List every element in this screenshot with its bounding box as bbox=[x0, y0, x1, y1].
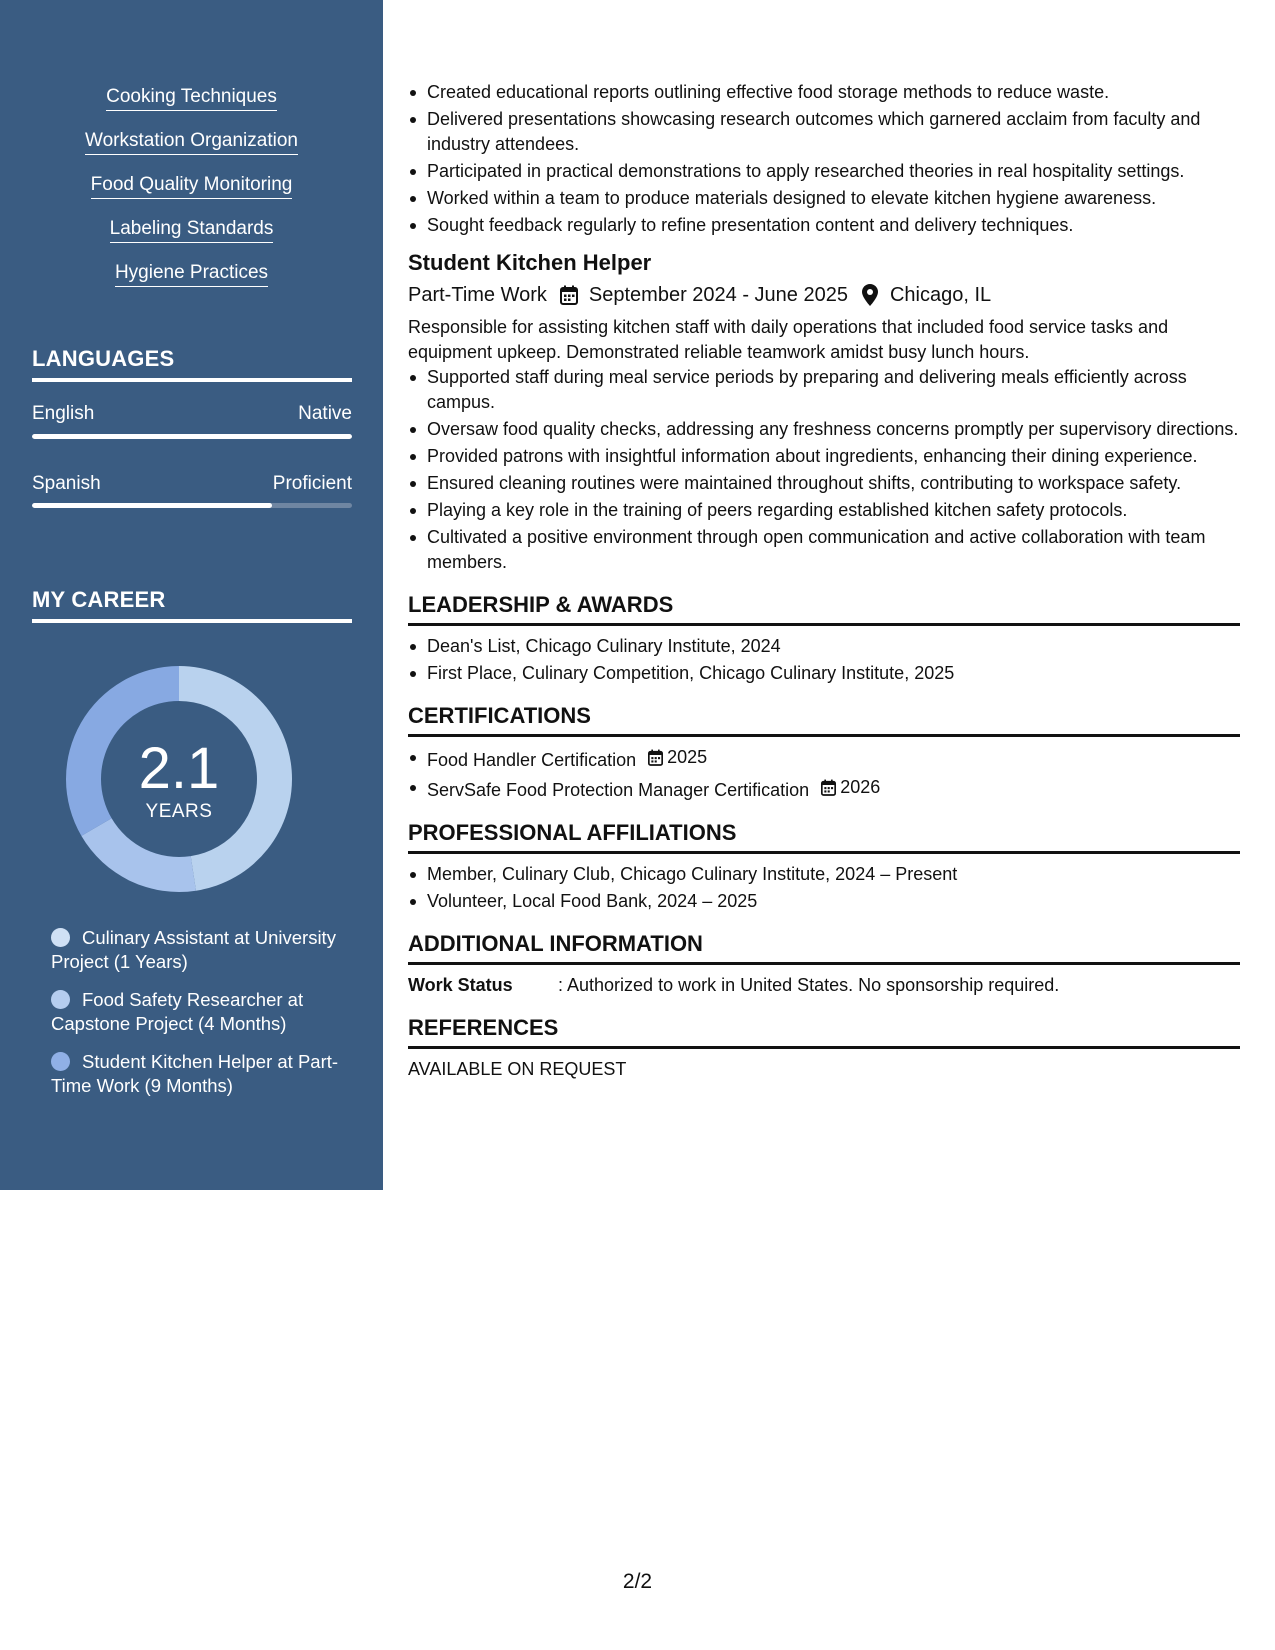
sidebar bbox=[0, 0, 383, 1190]
page-number: 2/2 bbox=[622, 1570, 653, 1593]
skill-item: Hygiene Practices bbox=[115, 262, 268, 287]
leadership-list bbox=[408, 634, 1240, 686]
career-total-value: 2.1 bbox=[138, 736, 220, 801]
job-dates: September 2024 - June 2025 bbox=[588, 284, 848, 306]
language-level: Native bbox=[298, 403, 352, 424]
bullet-item: Supported staff during meal service periods by preparing and delivering meals efficiently across campus. bbox=[408, 365, 1240, 415]
calendar-icon bbox=[821, 779, 836, 796]
bullet-item: Created educational reports outlining effective food storage methods to reduce waste. bbox=[408, 80, 1240, 105]
certification-name: ServSafe Food Protection Manager Certification bbox=[427, 780, 810, 800]
language-level: Proficient bbox=[272, 473, 352, 494]
affiliations-heading: PROFESSIONAL AFFILIATIONS bbox=[408, 819, 1240, 854]
bullet-item: Dean's List, Chicago Culinary Institute, 2024 bbox=[408, 634, 1240, 659]
language-name: English bbox=[32, 403, 95, 424]
career-dot-icon bbox=[51, 990, 70, 1009]
language-bar-spanish bbox=[32, 503, 352, 508]
certifications-heading: CERTIFICATIONS bbox=[408, 702, 1240, 737]
skills-list bbox=[0, 86, 383, 306]
certification-year-text: 2026 bbox=[840, 777, 881, 797]
skill-item: Food Quality Monitoring bbox=[91, 174, 293, 199]
career-item-text: Culinary Assistant at University Project (1 Years) bbox=[51, 927, 336, 972]
career-item bbox=[51, 1050, 351, 1098]
certifications-list bbox=[408, 745, 1240, 803]
language-bar-fill bbox=[32, 503, 272, 508]
bullet-item: Delivered presentations showcasing research outcomes which garnered acclaim from faculty and industry attendees. bbox=[408, 107, 1240, 157]
career-item bbox=[51, 926, 351, 974]
references-text: AVAILABLE ON REQUEST bbox=[408, 1059, 627, 1079]
bullet-item: Oversaw food quality checks, addressing any freshness concerns promptly per supervisory directions. bbox=[408, 417, 1240, 442]
language-name: Spanish bbox=[32, 473, 101, 494]
job-meta bbox=[408, 280, 1240, 310]
job-description: Responsible for assisting kitchen staff with daily operations that included food service tasks and equipment upkeep. Demonstrated reliable teamwork amidst busy lunch hours. bbox=[408, 317, 1169, 362]
bullet-item: Provided patrons with insightful information about ingredients, enhancing their dining experience. bbox=[408, 444, 1240, 469]
language-bar-english bbox=[32, 434, 352, 439]
bullet-item: Ensured cleaning routines were maintained throughout shifts, contributing to workspace safety. bbox=[408, 471, 1240, 496]
additional-info-heading: ADDITIONAL INFORMATION bbox=[408, 930, 1240, 965]
languages-heading: LANGUAGES bbox=[32, 346, 352, 382]
career-dot-icon bbox=[51, 1052, 70, 1071]
career-item-text: Student Kitchen Helper at Part-Time Work (9 Months) bbox=[51, 1051, 339, 1096]
location-pin-icon bbox=[860, 284, 880, 306]
work-status-value: : Authorized to work in United States. No sponsorship required. bbox=[558, 975, 1060, 995]
certification-year bbox=[821, 775, 880, 800]
work-status-row bbox=[408, 973, 1240, 998]
certification-item bbox=[408, 745, 1240, 773]
skill-item: Workstation Organization bbox=[85, 130, 298, 155]
affiliations-list bbox=[408, 862, 1240, 914]
calendar-icon bbox=[648, 749, 663, 766]
job-bullets bbox=[408, 365, 1240, 575]
certification-year bbox=[648, 745, 707, 770]
job-location: Chicago, IL bbox=[889, 284, 992, 306]
references-heading: REFERENCES bbox=[408, 1014, 1240, 1049]
work-status-label: Work Status bbox=[408, 975, 513, 995]
certification-year-text: 2025 bbox=[667, 747, 708, 767]
bullet-item: First Place, Culinary Competition, Chicago Culinary Institute, 2025 bbox=[408, 661, 1240, 686]
bullet-item: Playing a key role in the training of peers regarding established kitchen safety protocols. bbox=[408, 498, 1240, 523]
skill-item: Labeling Standards bbox=[110, 218, 274, 243]
bullet-item: Participated in practical demonstrations to apply researched theories in real hospitality settings. bbox=[408, 159, 1240, 184]
leadership-heading: LEADERSHIP & AWARDS bbox=[408, 591, 1240, 626]
certification-item bbox=[408, 775, 1240, 803]
bullet-item: Member, Culinary Club, Chicago Culinary Institute, 2024 – Present bbox=[408, 862, 1240, 887]
career-list bbox=[51, 926, 351, 1112]
career-heading: MY CAREER bbox=[32, 587, 352, 623]
bullet-item: Volunteer, Local Food Bank, 2024 – 2025 bbox=[408, 889, 1240, 914]
language-row-english bbox=[32, 403, 352, 425]
skill-item: Cooking Techniques bbox=[106, 86, 277, 111]
job-company: Part-Time Work bbox=[408, 284, 547, 306]
bullet-item: Cultivated a positive environment through open communication and active collaboration with team members. bbox=[408, 525, 1240, 575]
career-item bbox=[51, 988, 351, 1036]
language-row-spanish bbox=[32, 473, 352, 495]
career-dot-icon bbox=[51, 928, 70, 947]
career-total-unit: YEARS bbox=[145, 801, 213, 822]
donut-segment-1 bbox=[81, 818, 196, 892]
job-title: Student Kitchen Helper bbox=[408, 250, 652, 275]
certification-name: Food Handler Certification bbox=[427, 750, 637, 770]
language-bar-fill bbox=[32, 434, 352, 439]
calendar-icon bbox=[559, 284, 579, 306]
main-content bbox=[408, 80, 1240, 1082]
previous-job-bullets bbox=[408, 80, 1240, 238]
bullet-item: Sought feedback regularly to refine presentation content and delivery techniques. bbox=[408, 213, 1240, 238]
bullet-item: Worked within a team to produce materials designed to elevate kitchen hygiene awareness. bbox=[408, 186, 1240, 211]
career-item-text: Food Safety Researcher at Capstone Project (4 Months) bbox=[51, 989, 304, 1034]
